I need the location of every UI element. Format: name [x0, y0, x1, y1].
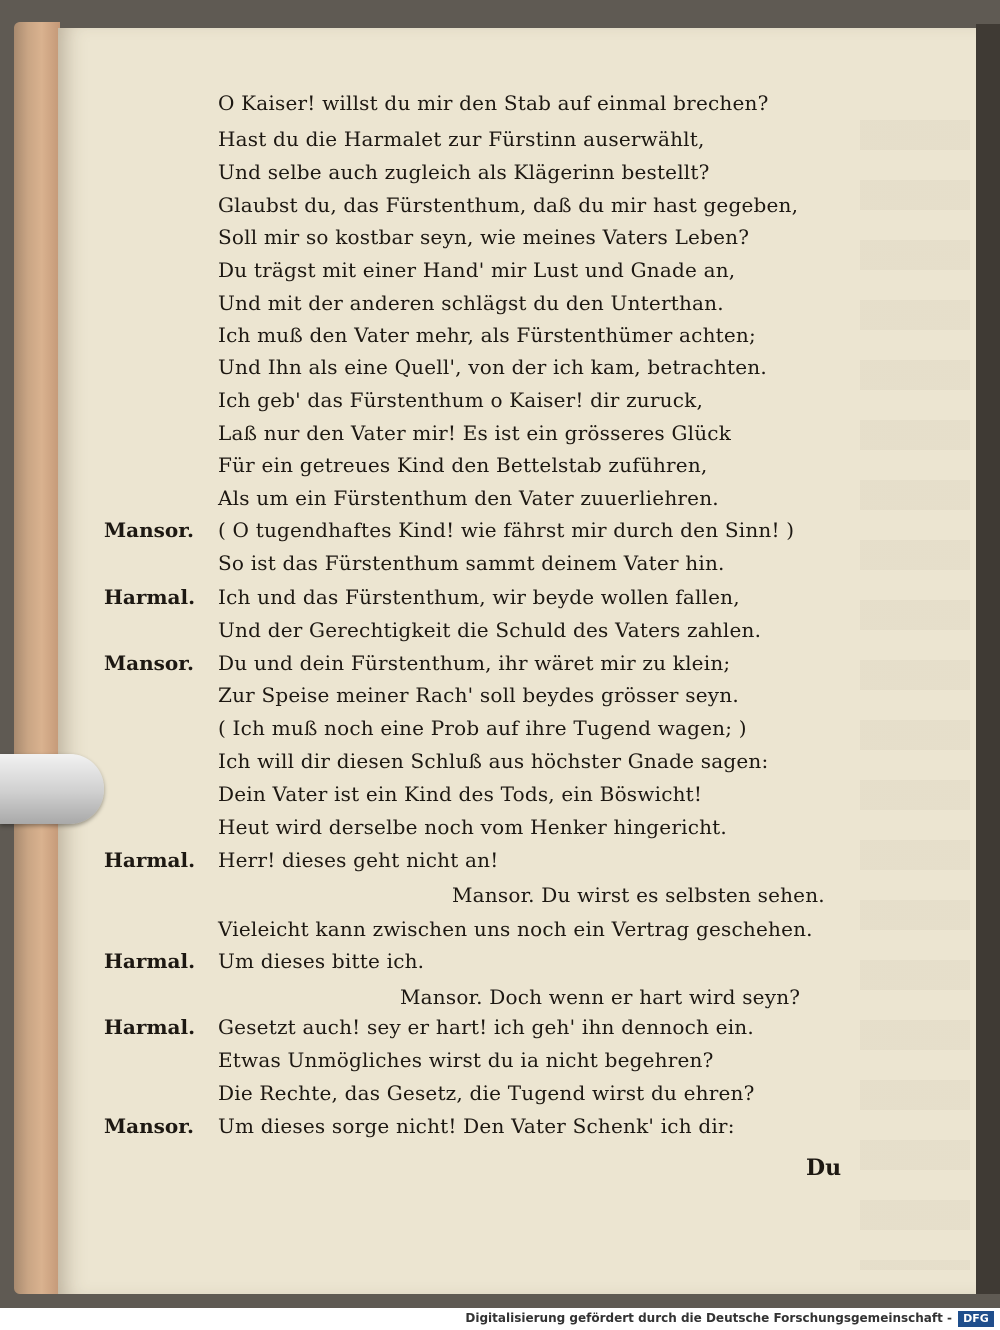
text-line: Und Ihn als eine Quell', von der ich kam, betrachten.: [218, 355, 767, 379]
text-line: Vieleicht kann zwischen uns noch ein Vertrag geschehen.: [218, 917, 813, 941]
text-line: Um dieses bitte ich.: [218, 949, 425, 973]
text-line: Für ein getreues Kind den Bettelstab zuführen,: [218, 453, 708, 477]
speaker-label: Mansor.: [104, 1114, 194, 1138]
text-line: Heut wird derselbe noch vom Henker hingericht.: [218, 815, 727, 839]
text-line: ( O tugendhaftes Kind! wie fährst mir durch den Sinn! ): [218, 518, 795, 542]
text-line: Glaubst du, das Fürstenthum, daß du mir hast gegeben,: [218, 193, 799, 217]
text-line: Hast du die Harmalet zur Fürstinn auserwählt,: [218, 127, 705, 151]
text-line: Ich geb' das Fürstenthum o Kaiser! dir zuruck,: [218, 388, 704, 412]
text-line: Ich und das Fürstenthum, wir beyde wollen fallen,: [218, 585, 740, 609]
text-line: Du und dein Fürstenthum, ihr wäret mir zu klein;: [218, 651, 731, 675]
speaker-label: Harmal.: [104, 949, 196, 973]
text-line: Als um ein Fürstenthum den Vater zuuerliehren.: [218, 486, 719, 510]
text-line: Soll mir so kostbar seyn, wie meines Vaters Leben?: [218, 225, 750, 249]
text-line: Und mit der anderen schlägst du den Unterthan.: [218, 291, 724, 315]
text-line: Ich will dir diesen Schluß aus höchster Gnade sagen:: [218, 749, 769, 773]
text-line: Die Rechte, das Gesetz, die Tugend wirst du ehren?: [218, 1081, 755, 1105]
text-line: ( Ich muß noch eine Prob auf ihre Tugend wagen; ): [218, 716, 747, 740]
text-line: Und der Gerechtigkeit die Schuld des Vaters zahlen.: [218, 618, 762, 642]
text-line: Mansor. Doch wenn er hart wird seyn?: [400, 985, 801, 1009]
speaker-label: Mansor.: [104, 518, 194, 542]
text-line: O Kaiser! willst du mir den Stab auf einmal brechen?: [218, 91, 769, 115]
text-line: Dein Vater ist ein Kind des Tods, ein Böswicht!: [218, 782, 703, 806]
digitization-footer: [0, 1308, 1000, 1330]
text-line: Du trägst mit einer Hand' mir Lust und Gnade an,: [218, 258, 736, 282]
speaker-label: Harmal.: [104, 848, 196, 872]
text-line: So ist das Fürstenthum sammt deinem Vater hin.: [218, 551, 725, 575]
funding-notice: Digitalisierung gefördert durch die Deutsche Forschungsgemeinschaft -: [465, 1311, 952, 1325]
text-line: Und selbe auch zugleich als Klägerinn bestellt?: [218, 160, 710, 184]
speaker-label: Mansor.: [104, 651, 194, 675]
text-line: Laß nur den Vater mir! Es ist ein grösseres Glück: [218, 421, 732, 445]
text-line: Etwas Unmögliches wirst du ia nicht begehren?: [218, 1048, 714, 1072]
text-line: Um dieses sorge nicht! Den Vater Schenk' ich dir:: [218, 1114, 735, 1138]
text-line: Zur Speise meiner Rach' soll beydes grösser seyn.: [218, 683, 739, 707]
text-line: Ich muß den Vater mehr, als Fürstenthümer achten;: [218, 323, 756, 347]
dfg-logo: DFG: [958, 1311, 994, 1327]
speaker-label: Harmal.: [104, 585, 196, 609]
text-line: Herr! dieses geht nicht an!: [218, 848, 499, 872]
text-line: Mansor. Du wirst es selbsten sehen.: [452, 883, 825, 907]
catchword: Du: [806, 1155, 842, 1181]
speaker-label: Harmal.: [104, 1015, 196, 1039]
text-line: Gesetzt auch! sey er hart! ich geh' ihn dennoch ein.: [218, 1015, 754, 1039]
